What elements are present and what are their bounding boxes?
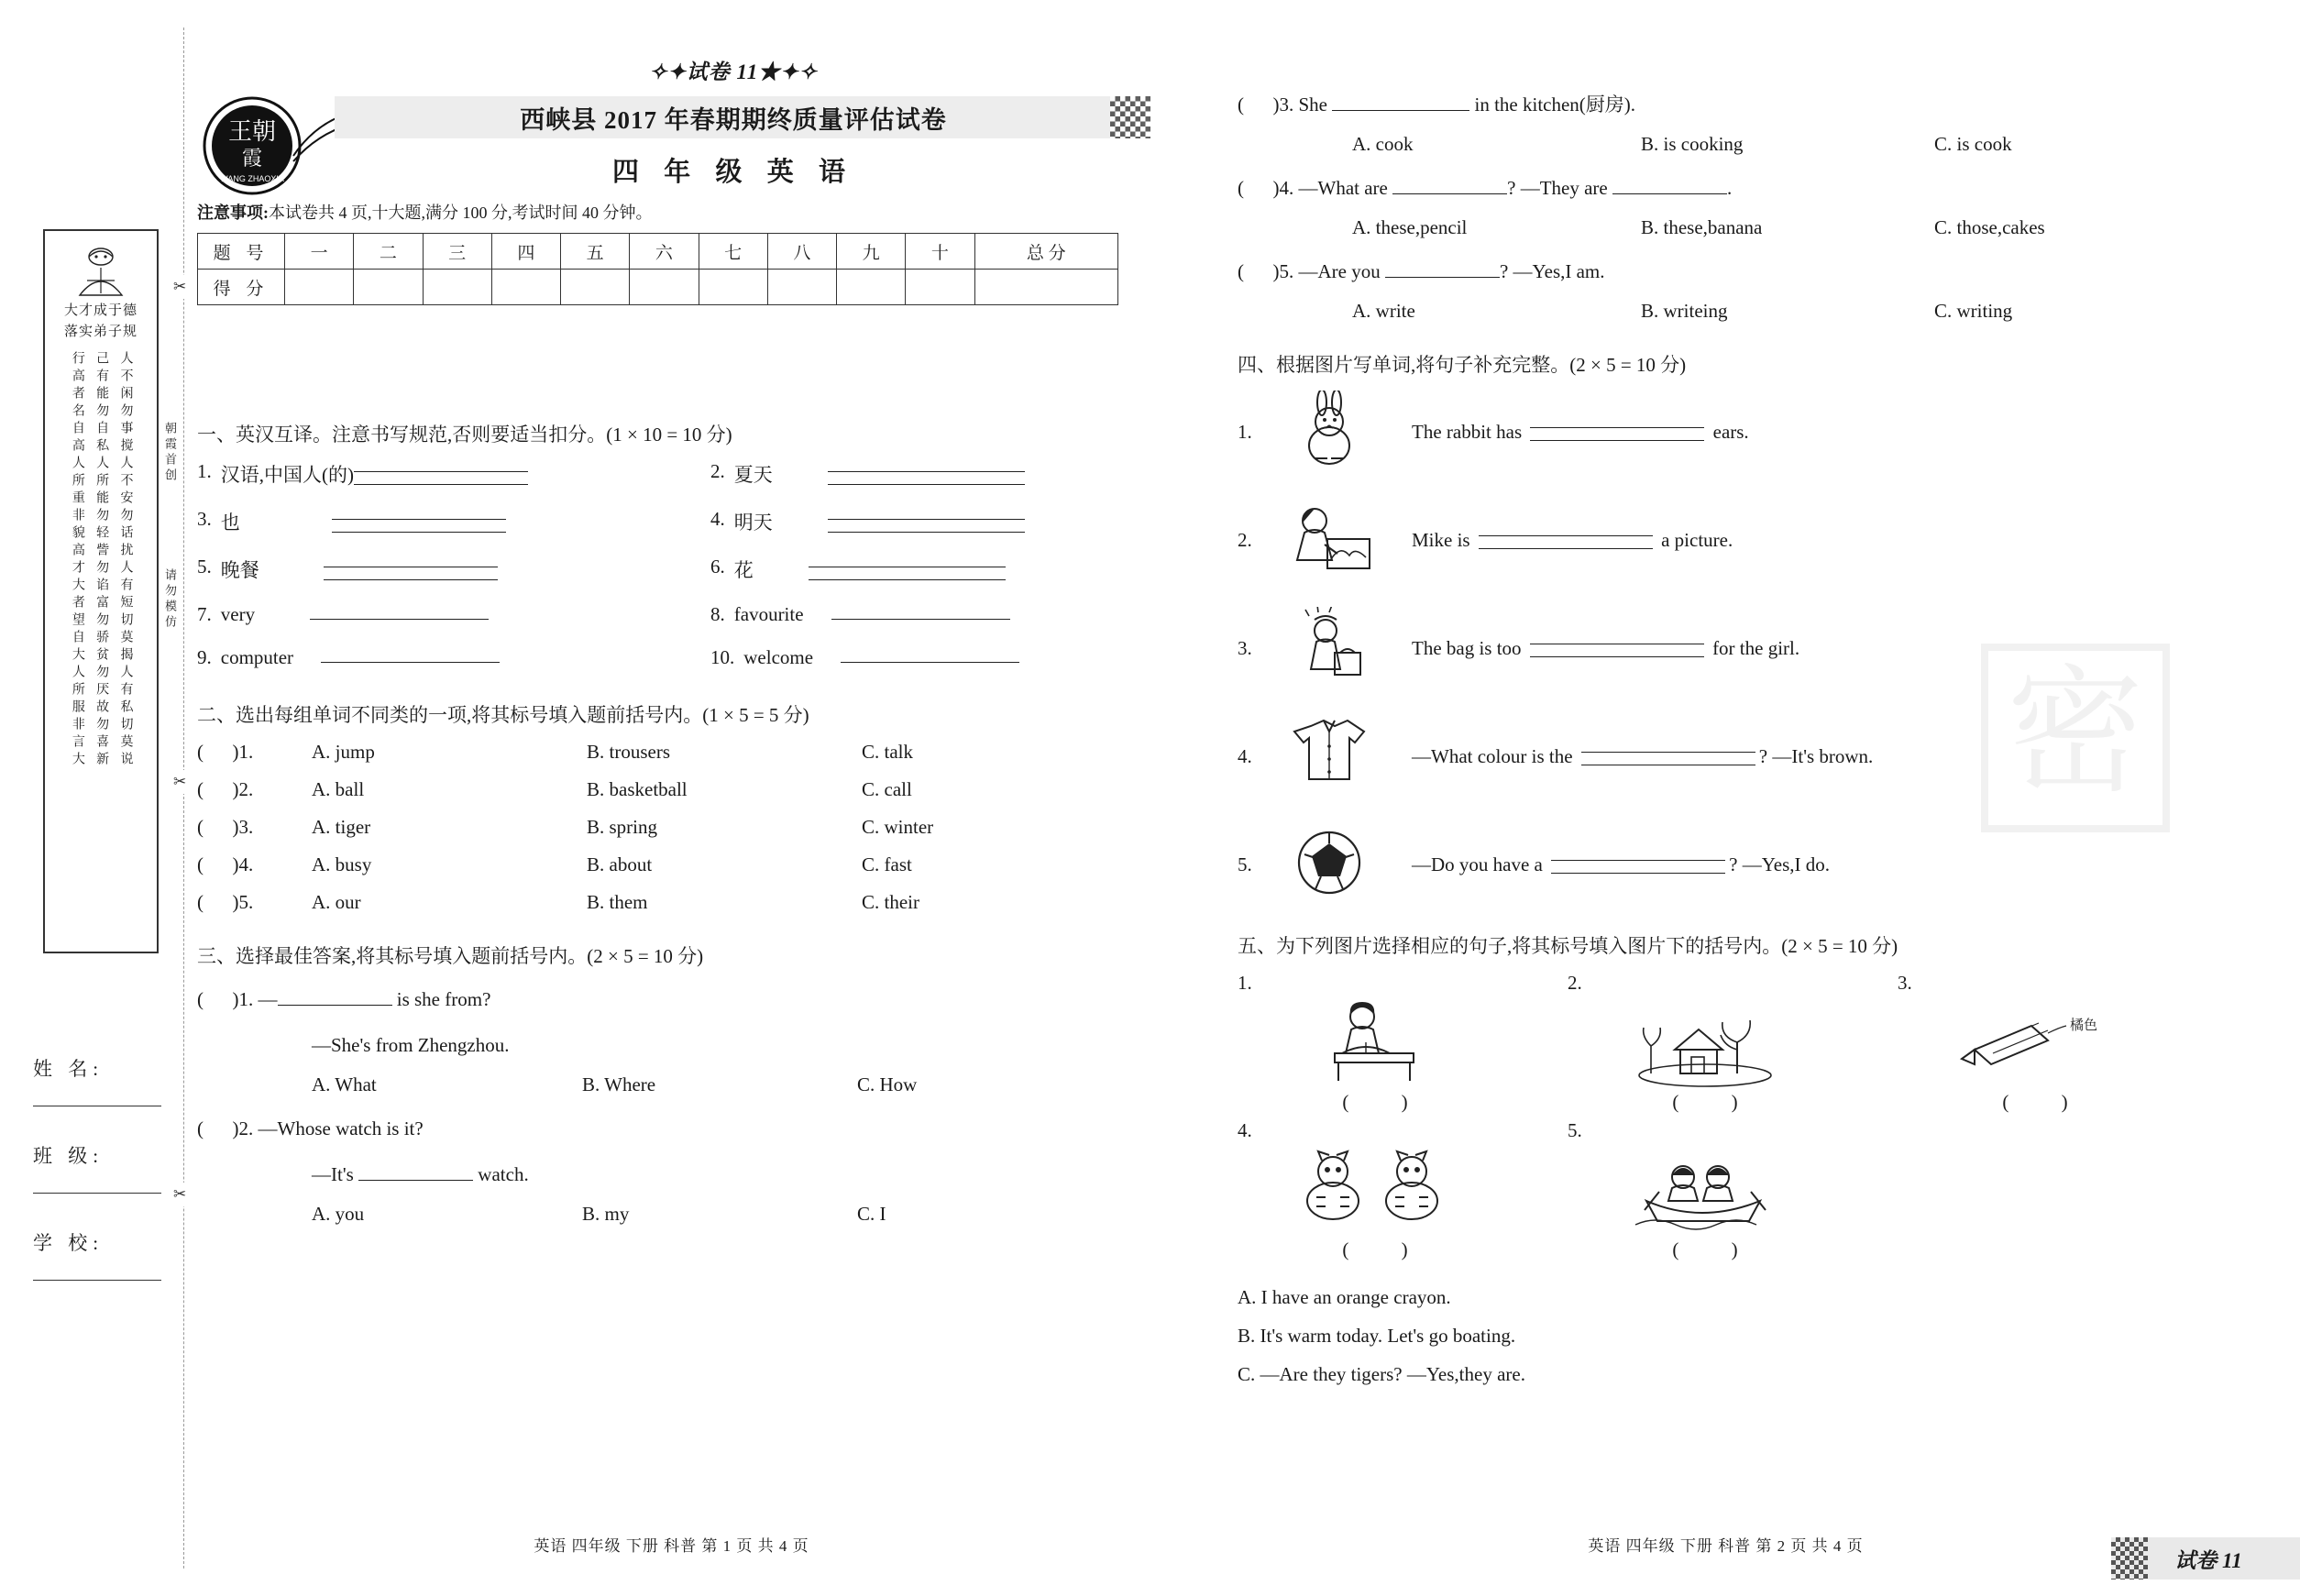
s3-q5-stem	[1238, 254, 2214, 291]
section-2-heading: 二、选出每组单词不同类的一项,将其标号填入题前括号内。(1 × 5 = 5 分)	[197, 704, 809, 726]
answer-line-6[interactable]	[809, 567, 1006, 580]
s5-option-b[interactable]: B. It's warm today. Let's go boating.	[1238, 1324, 1516, 1347]
s2-row-1	[197, 741, 1146, 764]
answer-line-2[interactable]	[828, 471, 1025, 485]
score-col-8: 八	[767, 234, 836, 270]
page-title-text: 西峡县 2017 年春期期终质量评估试卷	[520, 105, 947, 134]
creator-note: 朝霞首创	[163, 422, 177, 484]
section-1-heading: 一、英汉互译。注意书写规范,否则要适当扣分。(1 × 10 = 10 分)	[197, 424, 732, 446]
s5-bracket-3[interactable]: ( )	[2002, 1090, 2092, 1113]
s3-q3-option-b[interactable]: B. is cooking	[1641, 132, 1744, 155]
picture-match-item-5	[1568, 1119, 1843, 1261]
s4-pre-4: —What colour is the	[1412, 745, 1578, 768]
left-decorative-rail	[37, 229, 165, 981]
picture-match-item-2	[1568, 972, 1843, 1114]
s3-q3-pre: She	[1298, 94, 1333, 116]
s3-q5-post: ? —Yes,I am.	[1499, 259, 1605, 282]
s4-post-4: ? —It's brown.	[1758, 745, 1874, 768]
class-field[interactable]	[33, 1141, 171, 1194]
page-title	[335, 96, 1132, 138]
answer-line-7[interactable]	[310, 603, 489, 620]
footer-right: 英语 四年级 下册 科普 第 2 页 共 4 页	[1588, 1537, 1864, 1555]
translation-text-8: favourite	[733, 603, 804, 625]
score-cell-3[interactable]	[423, 270, 491, 305]
s4-pre-3: The bag is too	[1412, 637, 1526, 660]
s3-q4-option-a[interactable]: A. these,pencil	[1352, 215, 1468, 238]
s4-num-3: 3.	[1238, 637, 1252, 660]
translation-item-8	[710, 603, 1146, 626]
translation-text-1: 汉语,中国人(的)	[220, 464, 354, 486]
translation-item-9	[197, 646, 710, 669]
heavy-bag-picture	[1274, 607, 1412, 691]
s3-q3-post: in the kitchen(厨房).	[1469, 94, 1636, 116]
score-cell-10[interactable]	[906, 270, 974, 305]
score-cell-2[interactable]	[354, 270, 423, 305]
s4-pre-5: —Do you have a	[1412, 853, 1548, 876]
s2-bracket-3[interactable]: ( )3.	[197, 816, 254, 838]
translation-item-5	[197, 556, 710, 583]
football-picture	[1274, 823, 1412, 908]
s2-option-b-5[interactable]: B. them	[587, 891, 648, 913]
s4-sentence-2	[1412, 529, 2214, 552]
s3-q2-options	[312, 1203, 1146, 1226]
svg-text:霞: 霞	[241, 147, 263, 170]
score-col-total: 总 分	[974, 234, 1118, 270]
dizigui-col-3: 行高者名自高人所重非貌高才大者望自大人所服非言大	[70, 351, 84, 769]
s3-q4-stem	[1238, 171, 2214, 207]
translation-text-2: 夏天	[733, 464, 773, 486]
answer-line-3[interactable]	[332, 519, 506, 533]
answer-line-5[interactable]	[324, 567, 498, 580]
s5-bracket-1[interactable]: ( )	[1342, 1090, 1432, 1113]
translation-item-6	[710, 556, 1146, 583]
score-row-label-points: 得 分	[198, 270, 285, 305]
score-table-header-row	[198, 234, 1118, 270]
s2-option-a-2[interactable]: A. ball	[312, 778, 365, 800]
translation-grid	[197, 460, 1146, 669]
exam-notice-text: 本试卷共 4 页,十大题,满分 100 分,考试时间 40 分钟。	[269, 204, 653, 222]
s2-option-b-1[interactable]: B. trousers	[587, 741, 670, 763]
s2-row-3	[197, 816, 1146, 839]
translation-item-7	[197, 603, 710, 626]
s4-post-2: a picture.	[1656, 529, 1733, 552]
s4-num-4: 4.	[1238, 745, 1252, 768]
house-tree-picture	[1568, 995, 1843, 1091]
score-col-7: 七	[699, 234, 767, 270]
s3-bracket-1[interactable]: ( )1.	[197, 988, 254, 1010]
answer-line-4[interactable]	[828, 519, 1025, 533]
s5-bracket-2[interactable]: ( )	[1672, 1090, 1762, 1113]
translation-text-9: computer	[220, 646, 294, 668]
s3-q2-line2-pre: —It's	[312, 1162, 359, 1185]
exam-notice-label: 注意事项:	[197, 204, 269, 222]
s4-pre-2: Mike is	[1412, 529, 1475, 552]
orange-crayon-picture	[1898, 995, 2173, 1091]
svg-text:WANG ZHAOXIA: WANG ZHAOXIA	[220, 174, 284, 183]
svg-text:王朝: 王朝	[227, 118, 277, 145]
s3-q4-blank-1[interactable]	[1392, 179, 1507, 194]
shirt-picture	[1274, 715, 1412, 799]
score-cell-4[interactable]	[491, 270, 560, 305]
class-field-line[interactable]	[33, 1169, 161, 1194]
s2-bracket-5[interactable]: ( )5.	[197, 891, 254, 913]
s4-blank-3[interactable]	[1530, 644, 1704, 657]
s2-option-a-3[interactable]: A. tiger	[312, 816, 371, 838]
s2-bracket-2[interactable]: ( )2.	[197, 778, 254, 800]
s3-q3-options	[1352, 133, 2214, 156]
footer-left: 英语 四年级 下册 科普 第 1 页 共 4 页	[534, 1537, 809, 1555]
name-field[interactable]	[33, 1054, 171, 1106]
s5-num-4: 4.	[1238, 1118, 1252, 1141]
student-info-fields	[33, 1054, 171, 1315]
s2-option-a-1[interactable]: A. jump	[312, 741, 375, 763]
s3-q3-option-a[interactable]: A. cook	[1352, 132, 1414, 155]
s3-q3-blank[interactable]	[1332, 95, 1469, 111]
score-col-6: 六	[630, 234, 699, 270]
score-col-4: 四	[491, 234, 560, 270]
score-col-1: 一	[285, 234, 354, 270]
s3-q2-blank[interactable]	[358, 1165, 473, 1181]
s3-bracket-3[interactable]: ( )3.	[1238, 94, 1294, 116]
scissors-icon-mid: ✂	[173, 770, 186, 794]
score-cell-9[interactable]	[837, 270, 906, 305]
s3-q2-option-b[interactable]: B. my	[582, 1202, 630, 1225]
s4-post-1: ears.	[1708, 421, 1749, 444]
s4-num-5: 5.	[1238, 853, 1252, 876]
scissors-icon-bottom: ✂	[173, 1183, 186, 1206]
answer-line-8[interactable]	[831, 603, 1010, 620]
s2-bracket-1[interactable]: ( )1.	[197, 741, 254, 763]
s3-q1-line2: —She's from Zhengzhou.	[312, 1033, 510, 1056]
translation-num-8: 8.	[710, 603, 725, 625]
s3-q5-option-b[interactable]: B. writeing	[1641, 299, 1728, 322]
s5-num-2: 2.	[1568, 971, 1582, 994]
answer-line-9[interactable]	[321, 646, 500, 663]
s3-q4-blank-2[interactable]	[1612, 179, 1727, 194]
school-field-label: 学 校:	[33, 1232, 105, 1254]
translation-text-4: 明天	[733, 512, 773, 534]
translation-num-1: 1.	[197, 460, 212, 482]
dizigui-col-2: 己有能勿自私人所能勿轻訾勿谄富勿骄贫勿厌故勿喜新	[94, 351, 109, 769]
s3-q3-stem	[1238, 87, 2214, 124]
translation-text-5: 晚餐	[220, 559, 259, 581]
s3-q5-option-c[interactable]: C. writing	[1934, 299, 2013, 322]
section-3-heading: 三、选择最佳答案,将其标号填入题前括号内。(2 × 5 = 10 分)	[197, 945, 704, 967]
score-cell-1[interactable]	[285, 270, 354, 305]
score-cell-6[interactable]	[630, 270, 699, 305]
s5-option-c[interactable]: C. —Are they tigers? —Yes,they are.	[1238, 1362, 1525, 1385]
score-col-3: 三	[423, 234, 491, 270]
s3-q3-option-c[interactable]: C. is cook	[1934, 132, 2012, 155]
creator-note-2: 请勿模仿	[163, 568, 177, 631]
s2-option-a-4[interactable]: A. busy	[312, 853, 372, 875]
translation-num-10: 10.	[710, 646, 735, 668]
s4-num-1: 1.	[1238, 421, 1252, 444]
s4-pre-1: The rabbit has	[1412, 421, 1527, 444]
s3-q1-options	[312, 1073, 1146, 1096]
s3-q1-option-b[interactable]: B. Where	[582, 1073, 656, 1095]
s3-q5-option-a[interactable]: A. write	[1352, 299, 1415, 322]
s5-num-1: 1.	[1238, 971, 1252, 994]
s5-bracket-5[interactable]: ( )	[1672, 1238, 1762, 1260]
s3-q5-blank[interactable]	[1385, 262, 1500, 278]
s3-q1-blank[interactable]	[278, 990, 392, 1006]
svg-text:橘色: 橘色	[2070, 1018, 2098, 1034]
score-table	[197, 233, 1118, 305]
picture-match-row-2	[1238, 1119, 2214, 1261]
s3-q4-pre: —What are	[1298, 176, 1393, 199]
s4-post-3: for the girl.	[1707, 637, 1800, 660]
translation-item-2	[710, 460, 1146, 488]
s3-q2-line2	[312, 1157, 1146, 1194]
class-field-label: 班 级:	[33, 1145, 105, 1167]
s4-blank-2[interactable]	[1479, 535, 1653, 549]
checker-decoration	[1110, 96, 1150, 138]
s3-q1-option-a[interactable]: A. What	[312, 1073, 377, 1095]
s4-blank-5[interactable]	[1551, 860, 1725, 874]
rabbit-picture	[1274, 391, 1412, 475]
s2-option-c-4[interactable]: C. fast	[862, 853, 912, 875]
translation-item-10	[710, 646, 1146, 669]
exam-notice	[197, 200, 1132, 224]
s2-row-5	[197, 891, 1146, 914]
s3-bracket-5[interactable]: ( )5.	[1238, 259, 1294, 282]
translation-num-6: 6.	[710, 556, 725, 578]
translation-item-1	[197, 460, 710, 488]
dizigui-columns	[68, 351, 135, 769]
s2-option-c-3[interactable]: C. winter	[862, 816, 934, 838]
name-field-line[interactable]	[33, 1082, 161, 1106]
translation-text-10: welcome	[743, 646, 814, 668]
picture-match-block	[1238, 972, 2214, 1393]
s3-q2-option-c[interactable]: C. I	[857, 1202, 886, 1225]
score-col-10: 十	[906, 234, 974, 270]
s2-option-a-5[interactable]: A. our	[312, 891, 361, 913]
section-4-heading: 四、根据图片写单词,将句子补充完整。(2 × 5 = 10 分)	[1238, 353, 1687, 376]
answer-line-1[interactable]	[354, 471, 528, 485]
s4-num-2: 2.	[1238, 529, 1252, 552]
score-cell-8[interactable]	[767, 270, 836, 305]
s4-sentence-5	[1412, 853, 2214, 876]
s2-option-b-2[interactable]: B. basketball	[587, 778, 688, 800]
s5-num-5: 5.	[1568, 1118, 1582, 1141]
score-cell-total[interactable]	[974, 270, 1118, 305]
subject-title: 四 年 级 英 语	[611, 158, 854, 187]
translation-num-9: 9.	[197, 646, 212, 668]
s2-option-b-4[interactable]: B. about	[587, 853, 653, 875]
translation-item-4	[710, 508, 1146, 535]
s2-bracket-4[interactable]: ( )4.	[197, 853, 254, 875]
s3-q2-option-a[interactable]: A. you	[312, 1202, 365, 1225]
s5-bracket-4[interactable]: ( )	[1342, 1238, 1432, 1260]
s3-q2-text: —Whose watch is it?	[258, 1117, 424, 1139]
s3-q1-option-c[interactable]: C. How	[857, 1073, 918, 1095]
score-cell-5[interactable]	[561, 270, 630, 305]
boy-drawing-picture	[1274, 499, 1412, 583]
scissors-icon-top: ✂	[173, 275, 186, 299]
s4-blank-4[interactable]	[1581, 752, 1755, 765]
corner-tag	[2117, 1537, 2300, 1579]
boating-picture	[1568, 1142, 1843, 1238]
scholar-figure-icon	[69, 244, 133, 297]
s5-num-3: 3.	[1898, 971, 1912, 994]
translation-text-3: 也	[220, 512, 240, 534]
dizigui-heading: 大才成于德 落实弟子规	[63, 303, 138, 339]
picture-match-item-3	[1898, 972, 2173, 1114]
s5-options	[1238, 1278, 2214, 1393]
score-col-5: 五	[561, 234, 630, 270]
s2-option-c-2[interactable]: C. call	[862, 778, 912, 800]
corner-tag-text: 试卷 11	[2174, 1548, 2242, 1572]
section-5-heading: 五、为下列图片选择相应的句子,将其标号填入图片下的括号内。(2 × 5 = 10 分)	[1238, 934, 1898, 957]
picture-match-item-1	[1238, 972, 1513, 1114]
s3-q1-stem	[197, 982, 1146, 1018]
translation-num-5: 5.	[197, 556, 212, 578]
s3-q4-option-b[interactable]: B. these,banana	[1641, 215, 1763, 238]
s4-blank-1[interactable]	[1530, 427, 1704, 441]
dizigui-col-1: 人不闲勿事搅人不安勿话扰人有短切莫揭人有私切莫说	[118, 351, 133, 769]
score-col-2: 二	[354, 234, 423, 270]
translation-text-7: very	[220, 603, 256, 625]
translation-num-2: 2.	[710, 460, 725, 482]
translation-item-3	[197, 508, 710, 535]
s3-q1-tail: is she from?	[391, 988, 491, 1010]
s3-q2-stem	[197, 1111, 1146, 1148]
s2-row-2	[197, 778, 1146, 801]
name-field-label: 姓 名:	[33, 1058, 105, 1080]
translation-num-7: 7.	[197, 603, 212, 625]
watermark-seal	[1979, 642, 2172, 834]
corner-dots-decoration	[2111, 1537, 2148, 1579]
s4-post-5: ? —Yes,I do.	[1729, 853, 1831, 876]
s3-q2-line2-post: watch.	[473, 1162, 529, 1185]
s3-bracket-4[interactable]: ( )4.	[1238, 176, 1294, 199]
school-field-line[interactable]	[33, 1256, 161, 1281]
s3-q4-post: .	[1726, 176, 1733, 199]
translation-num-4: 4.	[710, 508, 725, 530]
s3-q5-pre: —Are you	[1298, 259, 1385, 282]
two-tigers-picture	[1238, 1142, 1513, 1238]
s4-sentence-1	[1412, 421, 2214, 444]
paper-header	[197, 55, 1132, 305]
translation-num-3: 3.	[197, 508, 212, 530]
girl-reading-picture	[1238, 995, 1513, 1091]
score-cell-7[interactable]	[699, 270, 767, 305]
s3-q4-mid: ? —They are	[1507, 176, 1612, 199]
s2-row-4	[197, 853, 1146, 876]
s2-option-c-1[interactable]: C. talk	[862, 741, 913, 763]
s3-q4-options	[1352, 216, 2214, 239]
translation-text-6: 花	[733, 559, 754, 581]
dizigui-box	[43, 229, 159, 953]
svg-text:密: 密	[2006, 657, 2145, 809]
s3-q1-dash: —	[258, 988, 278, 1010]
cut-dashed-line	[183, 28, 184, 1568]
s2-option-c-5[interactable]: C. their	[862, 891, 919, 913]
school-field[interactable]	[33, 1228, 171, 1281]
left-content-column	[197, 403, 1146, 1240]
score-row-label-number: 题 号	[198, 234, 285, 270]
s5-option-a[interactable]: A. I have an orange crayon.	[1238, 1285, 1451, 1308]
paper-tag: ✧✦试卷 11★✦✧	[649, 61, 818, 83]
s3-q5-options	[1352, 300, 2214, 323]
score-col-9: 九	[837, 234, 906, 270]
s3-bracket-2[interactable]: ( )2.	[197, 1117, 254, 1139]
picture-match-row-1	[1238, 972, 2214, 1114]
score-table-value-row	[198, 270, 1118, 305]
s2-option-b-3[interactable]: B. spring	[587, 816, 658, 838]
answer-line-10[interactable]	[841, 646, 1019, 663]
picture-match-item-4	[1238, 1119, 1513, 1261]
s3-q4-option-c[interactable]: C. those,cakes	[1934, 215, 2045, 238]
